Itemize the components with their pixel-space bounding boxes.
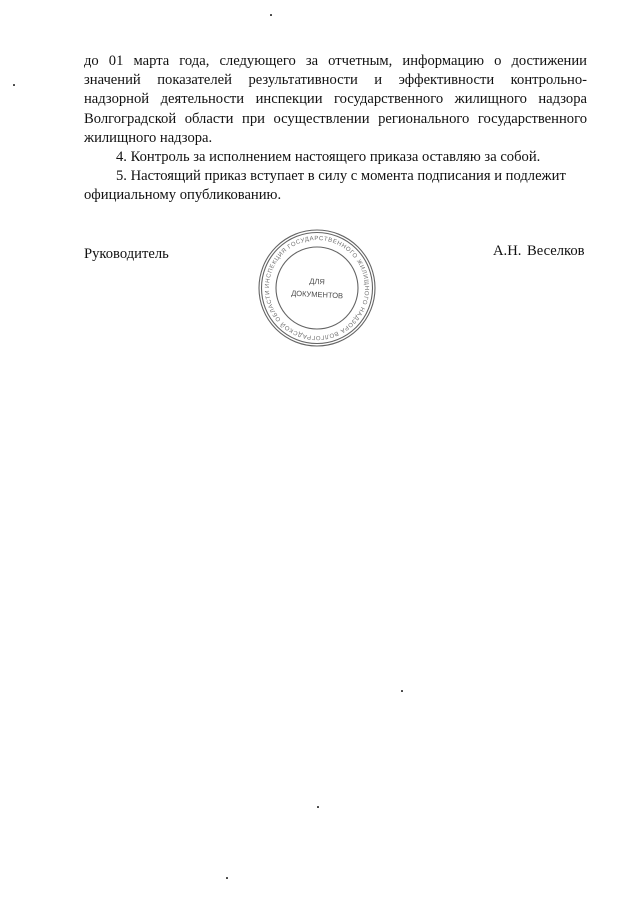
paragraph-item-4: 4. Контроль за исполнением настоящего приказа оставляю за собой. [116,149,541,166]
paragraph-item-5: 5. Настоящий приказ вступает в силу с момента подписания и подлежит официальному опубликованию. [84,168,566,204]
svg-text:ИНСПЕКЦИЯ ГОСУДАРСТВЕННОГО ЖИЛ [265,236,369,340]
scan-speck [13,84,15,86]
scan-speck [226,877,228,879]
document-body [84,52,587,206]
signature-name: А.Н. Веселков [493,243,585,259]
paragraph-continuation: до 01 марта года, следующего за отчетным, информацию о достижении значений показателей результативности и эффективности контрольно-надзорной деятельности инспекции государственного жилищного надзора Волгоградской области при осуществлении регионального государственного жилищного надзора. [84,53,587,146]
stamp-center-line2: ДОКУМЕНТОВ [290,288,344,301]
signature-position: Руководитель [84,246,169,262]
scan-speck [401,690,403,692]
stamp-center-line1: ДЛЯ [309,276,326,287]
official-stamp [254,226,380,350]
scan-speck [317,806,319,808]
scan-speck [270,14,272,16]
stamp-ring-text: ИНСПЕКЦИЯ ГОСУДАРСТВЕННОГО ЖИЛИЩНОГО НАДЗОРА ВОЛГОГРАДСКОЙ ОБЛАСТИ [264,235,370,341]
